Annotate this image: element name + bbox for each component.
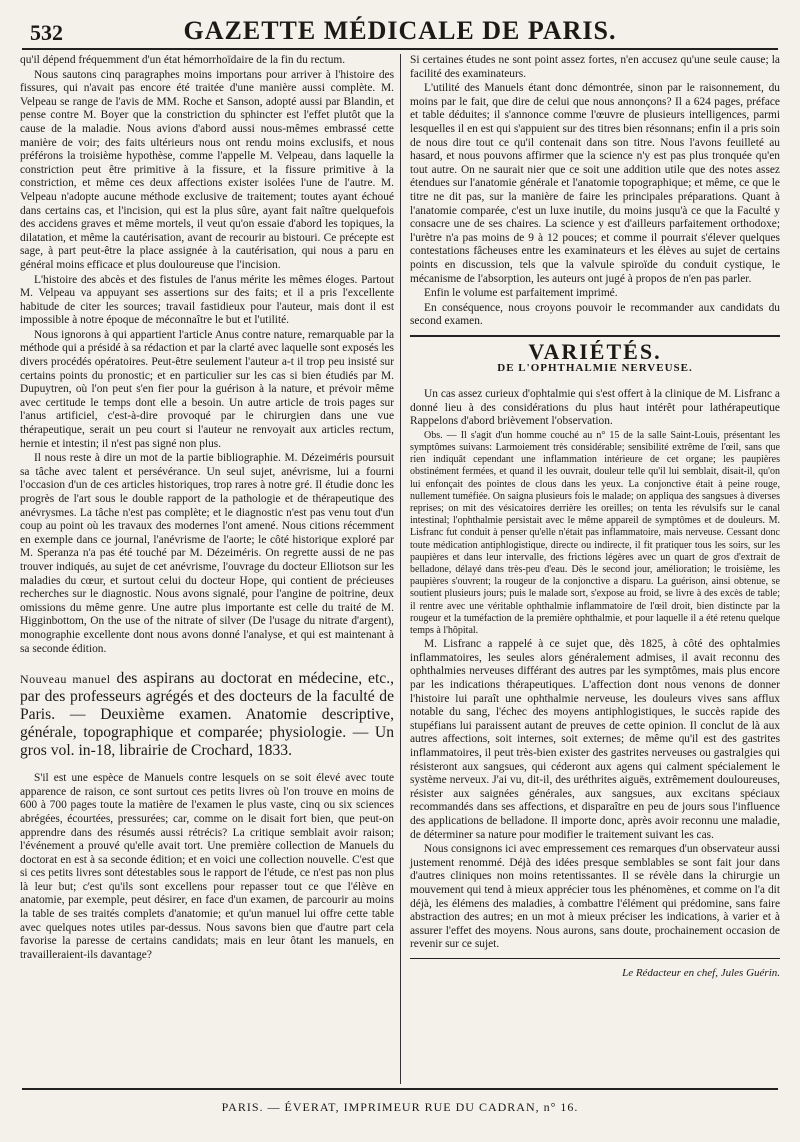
left-column [20, 54, 394, 963]
journal-title: GAZETTE MÉDICALE DE PARIS. [183, 16, 617, 45]
signature-rule [410, 958, 780, 959]
paragraph: Nous consignons ici avec empressement ces remarques d'un observateur aussi justement renommé. Déjà des idées presque semblables se sont fait jour dans d'autres cliniques non moins retentissantes. Il se révèle dans la chirurgie un mouvement qui tend à mieux apprécier tous les phénomènes, et comme on l'a dit déjà, les élémens des maladies, à combattre l'élément qui prédomine, sans faire abstraction des autres; en un mot à mieux préciser les indications, à varier et à assurer l'effet des moyens. Nous aurons, sans doute, prochainement occasion de revenir sur ce sujet. [410, 843, 780, 951]
paragraph: Si certaines études ne sont point assez fortes, n'en accusez qu'une seule cause; la facilité des examinateurs. [410, 54, 780, 80]
paragraph: Enfin le volume est parfaitement imprimé. [424, 287, 618, 300]
paragraph: Un cas assez curieux d'ophtalmie qui s'est offert à la clinique de M. Lisfranc a donné lieu à des considérations du plus haut intérêt pour lathérapeutique Rappelons d'abord brièvement l'observation. [410, 388, 780, 428]
imprint: PARIS. — ÉVERAT, IMPRIMEUR RUE DU CADRAN, n° 16. [221, 1100, 579, 1114]
page-footer [22, 1088, 778, 1128]
section-rule [410, 335, 780, 337]
paragraph: Nous sautons cinq paragraphes moins importans pour arriver à l'histoire des fissures, qui n'avait pas encore été traitée d'une manière aussi complète. M. Velpeau se range de l'avis de MM. Roche et Sanson, adopté aussi par Blandin, et pense contre M. Boyer que la constriction du sphincter est l'effet plutôt que la cause de la maladie. Nous avions d'abord aussi nous-mêmes embrassé cette manière de voir; des faits ultérieurs nous ont rendu moins exclusifs, et nous préférons la troisième hypothèse, comme l'appelle M. Velpeau, dans laquelle la constriction peut être primitive à la fissure, et la fissure primitive à la constriction, et même ces deux affections exister isolées l'une de l'autre. M. Velpeau n'adopte aucune méthode exclusive de traitement; toutes ayant échoué dans certains cas, et l'incision, qui est la plus sûre, ayant fait naître quelquefois des accidens graves et même mortels, il veut qu'on essaie d'abord les topiques, la dilatation, et même la cautérisation, avant de recourir au bistouri. Ce précepte est sage, à part peut-être la place assignée à la cautérisation, qui nous a paru en général moins efficace et plus douloureuse que l'incision. [20, 68, 394, 271]
book-lead: Nouveau manuel [20, 672, 111, 687]
book-title: des aspirans au doctorat en médecine, etc., par des professeurs agrégés et des docteurs de la faculté de Paris. — Deuxième examen. Anatomie descriptive, générale, topographique et comparée; physiologie. — Un gros vol. in-18, librairie de Crochard, 1833. [20, 670, 395, 760]
paragraph: S'il est une espèce de Manuels contre lesquels on se soit élevé avec toute apparence de raison, ce sont surtout ces petits livres où l'on trouve en moins de 600 à 700 pages toute la matière de l'examen le plus vaste, cinq ou six sciences abrégées, écourtées, pressurées; car, comme on le disait fort bien, que peut-on apprendre dans des résumés aussi rétrécis? La critique semblait avoir raison; l'événement a prouvé qu'elle avait tort. Une première collection de Manuels du doctorat en est à sa seconde édition; et en voici une collection nouvelle. C'est que si ces petits livres sont détestables sous le rapport de l'étude, ce n'est pas non plus là leur but; c'est qu'ils sont excellens pour repasser tout ce que l'élève en anatomie, par exemple, peut désirer, en face d'un examen, de parcourir au moins la table de ses traités complets d'anatomie; et qu'un manuel lui offre cette table avec quelques notes utiles par-dessus. Nous savons bien que d'autre part cela favorise la paresse de certains candidats; mais en leur ôtant les manuels, en travailleraient-ils davantage? [20, 772, 394, 961]
paragraph: Il nous reste à dire un mot de la partie bibliographie. M. Dézeiméris poursuit sa tâche avec talent et persévérance. Un seul sujet, anévrisme, lui a fourni l'occasion d'un de ces articles historiques, trop rares à notre gré. Il étudie donc les progrès de l'art sous le double rapport de la pathologie et de thérapeutique des anévrysmes. La tâche n'est pas complète; et le diagnostic n'est pas venu tout d'un coup au point où les travaux des modernes l'ont amené. Nous citions récemment en exemple dans ce journal, l'anévrisme de l'aorte; le côté historique exploré par M. Speranza n'a pas été touché par M. Dézeiméris. On regrette aussi de ne pas trouver indiqués, au sujet de cet anévrisme, l'ouvrage du docteur Elliotson sur les maladies du cœur, et surtout celui du docteur Hope, qui contient de précieuses recherches sur le diagnostic. Nous avons signalé, pour l'angine de poitrine, deux omissions du même genre. Une autre plus importante est celle du traité de M. Higginbottom, On the use of the nitrate of silver (De l'usage du nitrate d'argent), monographie excellente dont nous avons donné l'analyse, et qui est maintenant à sa seconde édition. [20, 452, 394, 655]
section-subtitle: DE L'OPHTHALMIE NERVEUSE. [497, 362, 693, 375]
page-number: 532 [30, 20, 63, 45]
observation-paragraph: Obs. — Il s'agit d'un homme couché au n° 15 de la salle Saint-Louis, présentant les symptômes suivans: Larmoiement très considérable; sensibilité extrême de l'œil, sans que rien indiquât cependant une inflammation intérieure de cet organe; les paupières obstinément fermées, et quand il les ouvrait, douleur telle qu'il lui semblait, disait-il, qu'on lui enfonçait des pointes de clous dans les yeux. La conjonctive était à peine rouge, nullement tuméfiée. On saigna plusieurs fois le malade; on appliqua des sangsues à diverses reprises; on mit des vésicatoires derrière les oreilles; on tenta les révulsifs sur le canal intestinal; l'ophthalmie persistait avec le même appareil de symptômes et de douleurs. M. Lisfranc fut conduit à penser qu'elle n'était pas inflammatoire, mais nerveuse. Cessant donc toute médication antiphlogistique, directe ou indirecte, il fit pratiquer tous les soirs, sur les paupières et dans leur intervalle, des frictions légères avec un quart de gros d'extrait de belladone, délayé dans très-peu d'eau. Dès le second jour, amélioration; le troisième, les paupières s'ouvrent; la rougeur de la conjonctive a disparu. La guérison, ainsi obtenue, se soutient plusieurs jours; puis le malade sort, s'expose au froid, se livre à des excès de table; il rentre avec une véritable ophthalmie inflammatoire de l'œil droit, bien distincte par la rougeur et la tuméfaction de la première ophthalmie, et pour laquelle il a été retenu quelque temps à l'hôpital. [410, 429, 780, 637]
page-header [22, 14, 778, 50]
paragraph: L'utilité des Manuels étant donc démontrée, sinon par le raisonnement, du moins par le fait, que dire de celui que nous annonçons? Il a 624 pages, préface et table déduites; il s'annonce comme l'œuvre de plusieurs intelligences, parmi lesquelles il en est qui s'appuient sur des titres bien résonnans; enfin il a pris soin de nous dire tout ce qu'il contenait dans son titre. Nous l'avons feuilleté au hasard, et nous pouvons affirmer que la science n'y est pas plus tronquée qu'en tout autre. On ne saurait nier que ce soit une addition utile que des notes assez étendues sur l'anatomie générale et l'anatomie topographique; et même, ce que le titre ne dit pas, sur la manière de faire les principales préparations. Quant à l'anatomie comparée, c'est un luxe inutile, du moins jusqu'à ce que la Faculté y consacre une de ses chaires. La science y est d'ailleurs parfaitement orthodoxe; l'urètre n'a pas moins de 9 à 12 pouces; et comme il pourrait s'élever quelques contestations fâcheuses entre les examinateurs et les élèves au sujet de certains points en discussion, tels que la valvule spiroïde du conduit cystique, le mécanisme de l'absorption, les auteurs ont jugé à propos de n'en pas parler. [410, 82, 780, 285]
section-title: VARIÉTÉS. [528, 338, 662, 364]
paragraph: L'histoire des abcès et des fistules de l'anus mérite les mêmes éloges. Partout M. Velpeau va appuyant ses assertions sur des faits; et il a pris l'excellente habitude de citer les sources; travail fastidieux pour l'auteur, mais dont il est impossible à notre époque de méconnaître le but et l'utilité. [20, 273, 394, 327]
signature: Le Rédacteur en chef, Jules Guérin. [622, 966, 780, 979]
right-column [410, 54, 780, 981]
paragraph: En conséquence, nous croyons pouvoir le recommander aux candidats du second examen. [410, 301, 780, 328]
paragraph: qu'il dépend fréquemment d'un état hémorrhoïdaire de la fin du rectum. [20, 54, 346, 66]
paragraph: Nous ignorons à qui appartient l'article Anus contre nature, remarquable par la méthode qui a présidé à sa rédaction et par la clarté avec laquelle sont exposés les divers procédés opératoires. Peut-être seulement l'auteur a-t il trop peu insisté sur certains points du pronostic; et en particulier sur les cas si bien étudiés par M. Dupuytren, où l'on peut s'en fier pour la guérison à la nature, et prévoir même avec certitude le temps dont elle a besoin. Un autre article de trois pages sur l'anus artificiel, c'est-à-dire provoqué par le chirurgien dans une vue thérapeutique, serait un peu court si l'auteur ne renvoyait aux articles rectum, hernie et intestin; il n'est pas signé non plus. [20, 328, 394, 450]
column-divider [400, 54, 401, 1084]
book-announcement [20, 670, 394, 760]
paragraph: M. Lisfranc a rappelé à ce sujet que, dès 1825, à côté des ophtalmies inflammatoires, les seules alors généralement admises, il avait reconnu des ophthalmies nerveuses différant des autres par les symptômes, mais plus encore par les indications thérapeutiques. L'affection dont nous venons de donner l'histoire lui paraît une ophthalmie nerveuse, les douleurs vives sans afflux notable du sang, l'échec des moyens antiphlogistiques, le succès rapide des stupéfians lui paraissent autant de preuves de cette opinion. Il conclut de là aux autres affections, soit internes, soit externes; de même qu'il est des gastrites inflammatoires, il peut très-bien exister des gastrites nerveuses ou gastralgies qui résisteront aux sangsues, qui céderont aux agens qui calment spécialement le système nerveux. J'ai vu, dit-il, des uréthrites aiguës, extrêmement douloureuses, résister aux saignées générales, aux sangsues, aux excitans spéciaux recommandés dans ses affections, et disparaître en peu de jours sous l'influence des applications de belladone. Il importe donc, après avoir reconnu une maladie, de déterminer sa nature pour modifier le traitement suivant les cas. [410, 638, 780, 841]
